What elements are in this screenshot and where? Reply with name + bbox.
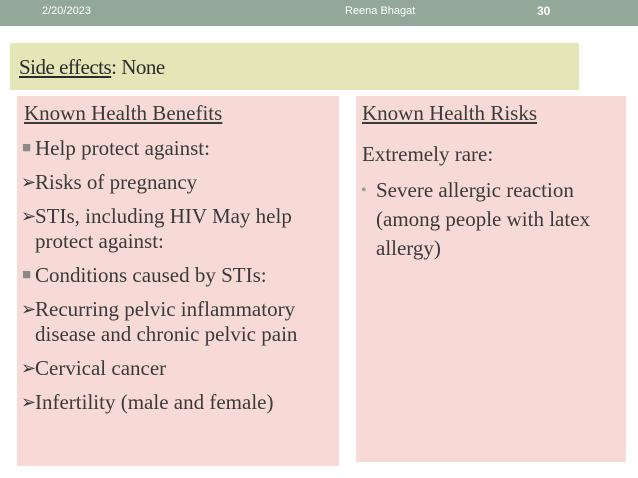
dot-bullet-icon: • <box>361 182 367 199</box>
risk-item <box>356 176 626 263</box>
benefit-text: Conditions caused by STIs: <box>35 263 267 287</box>
benefits-list <box>17 136 339 424</box>
slide-footer-bar <box>0 0 638 26</box>
slide-date: 2/20/2023 <box>42 5 91 17</box>
benefit-item <box>17 263 339 288</box>
square-bullet-icon: ■ <box>22 140 32 156</box>
arrow-bullet-icon: ➢ <box>21 358 37 378</box>
benefit-item <box>17 170 339 195</box>
benefit-text: Recurring pelvic inflammatory disease and chronic pelvic pain <box>35 297 298 346</box>
risks-heading: Known Health Risks <box>362 101 537 125</box>
risks-panel <box>356 96 626 462</box>
risks-list <box>356 176 626 272</box>
benefit-text: Help protect against: <box>35 136 210 160</box>
benefit-item <box>17 136 339 161</box>
side-effects-label: Side effects <box>19 55 112 79</box>
risks-subheading: Extremely rare: <box>362 142 494 166</box>
arrow-bullet-icon: ➢ <box>21 299 37 319</box>
side-effects-separator: : <box>111 55 117 79</box>
square-bullet-icon: ■ <box>22 267 32 283</box>
benefit-text: Cervical cancer <box>35 356 167 380</box>
arrow-bullet-icon: ➢ <box>21 206 37 226</box>
arrow-bullet-icon: ➢ <box>21 172 37 192</box>
risk-text: Severe allergic reaction (among people with latex allergy) <box>376 178 591 260</box>
side-effects-value: None <box>116 55 165 79</box>
benefit-item <box>17 356 339 381</box>
benefits-heading: Known Health Benefits <box>24 101 223 125</box>
side-effects-title <box>19 55 165 80</box>
benefit-item <box>17 204 339 254</box>
benefit-text: Risks of pregnancy <box>35 170 198 194</box>
benefit-text: STIs, including HIV May help protect against: <box>35 204 292 253</box>
arrow-bullet-icon: ➢ <box>21 392 37 412</box>
benefit-item <box>17 297 339 347</box>
slide-author: Reena Bhagat <box>345 5 416 17</box>
benefit-item <box>17 390 339 415</box>
side-effects-box <box>10 43 579 90</box>
slide-page-number: 30 <box>537 4 551 18</box>
benefits-panel <box>17 96 339 466</box>
benefit-text: Infertility (male and female) <box>35 390 274 414</box>
